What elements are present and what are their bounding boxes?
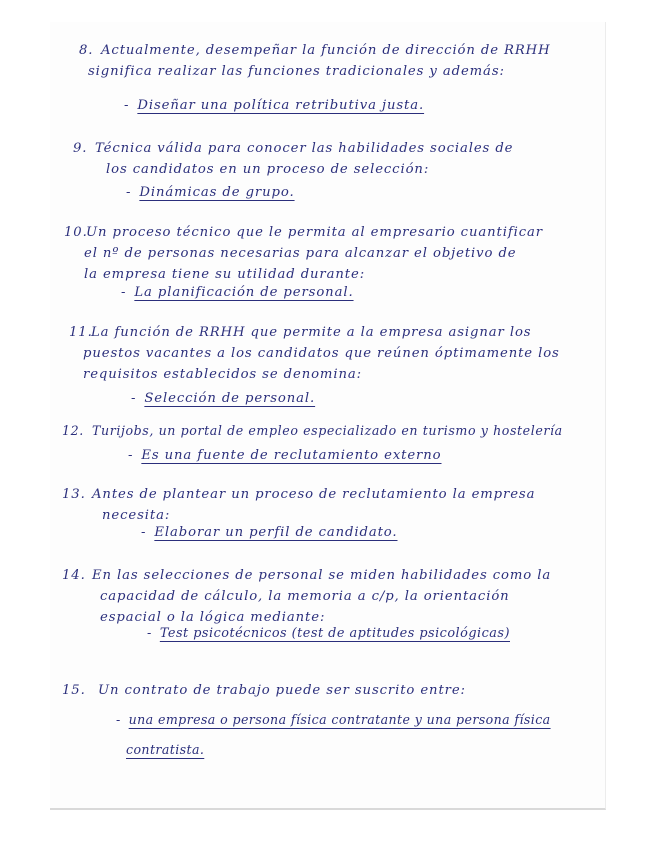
question-13-line-2: necesita: (102, 508, 171, 523)
answer-11: - Selección de personal. (131, 391, 316, 406)
question-12-number: 12. (62, 423, 84, 438)
answer-15-continued (126, 742, 204, 757)
question-10-line-2: el nº de personas necesarias para alcanzar el objetivo de (84, 246, 517, 261)
question-10-line-1: 10.Un proceso técnico que le permita al empresario cuantificar (64, 222, 543, 243)
answer-12: - Es una fuente de reclutamiento externo (128, 448, 442, 463)
question-10-number: 10. (64, 225, 88, 240)
question-11-line-3: requisitos establecidos se denomina: (83, 367, 362, 382)
question-10 (64, 222, 543, 285)
question-8-line-1: 8. Actualmente, desempeñar la función de dirección de RRHH (79, 40, 550, 61)
answer-10-text: La planificación de personal. (134, 285, 354, 300)
question-14 (62, 565, 551, 628)
answer-9: - Dinámicas de grupo. (126, 185, 295, 200)
answer-9-text: Dinámicas de grupo. (139, 185, 295, 200)
question-8-number: 8. (79, 43, 94, 58)
question-15-number: 15. (62, 683, 86, 698)
answer-13: - Elaborar un perfil de candidato. (141, 525, 398, 540)
question-11 (69, 322, 560, 385)
answer-15-text-line-1: una empresa o persona física contratante y una persona física (128, 712, 551, 727)
question-9 (73, 138, 513, 180)
answer-8-text: Diseñar una política retributiva justa. (137, 98, 425, 113)
question-13 (62, 484, 535, 526)
question-12-line-1: 12. Turijobs, un portal de empleo especializado en turismo y hostelería (62, 420, 563, 441)
answer-11-text: Selección de personal. (144, 391, 316, 406)
answer-10: - La planificación de personal. (121, 285, 354, 300)
question-15 (62, 680, 466, 701)
question-10-line-3: la empresa tiene su utilidad durante: (84, 267, 366, 282)
question-12 (62, 420, 563, 441)
question-14-line-1: 14. En las selecciones de personal se miden habilidades como la (62, 565, 551, 586)
question-13-number: 13. (62, 487, 86, 502)
question-9-line-2: los candidatos en un proceso de selección: (106, 162, 430, 177)
question-13-line-1: 13. Antes de plantear un proceso de reclutamiento la empresa (62, 484, 535, 505)
question-11-number: 11. (69, 325, 93, 340)
question-11-line-2: puestos vacantes a los candidatos que reúnen óptimamente los (83, 346, 560, 361)
question-14-line-2: capacidad de cálculo, la memoria a c/p, la orientación (100, 589, 510, 604)
question-9-line-1: 9. Técnica válida para conocer las habilidades sociales de (73, 138, 513, 159)
question-14-line-3: espacial o la lógica mediante: (100, 610, 326, 625)
question-9-number: 9. (73, 141, 88, 156)
question-14-number: 14. (62, 568, 86, 583)
answer-12-text: Es una fuente de reclutamiento externo (141, 448, 442, 463)
answer-14: - Test psicotécnicos (test de aptitudes psicológicas) (147, 626, 510, 641)
answer-15-text-line-2: contratista. (126, 742, 205, 757)
answer-13-text: Elaborar un perfil de candidato. (154, 525, 398, 540)
question-8 (79, 40, 550, 82)
answer-8: - Diseñar una política retributiva justa. (124, 98, 425, 113)
question-11-line-1: 11.La función de RRHH que permite a la empresa asignar los (69, 322, 560, 343)
question-15-line-1: 15. Un contrato de trabajo puede ser suscrito entre: (62, 680, 466, 701)
answer-15: - una empresa o persona física contratante y una persona física (116, 712, 551, 727)
answer-14-text: Test psicotécnicos (test de aptitudes psicológicas) (159, 626, 510, 641)
question-8-line-2: significa realizar las funciones tradicionales y además: (88, 64, 505, 79)
